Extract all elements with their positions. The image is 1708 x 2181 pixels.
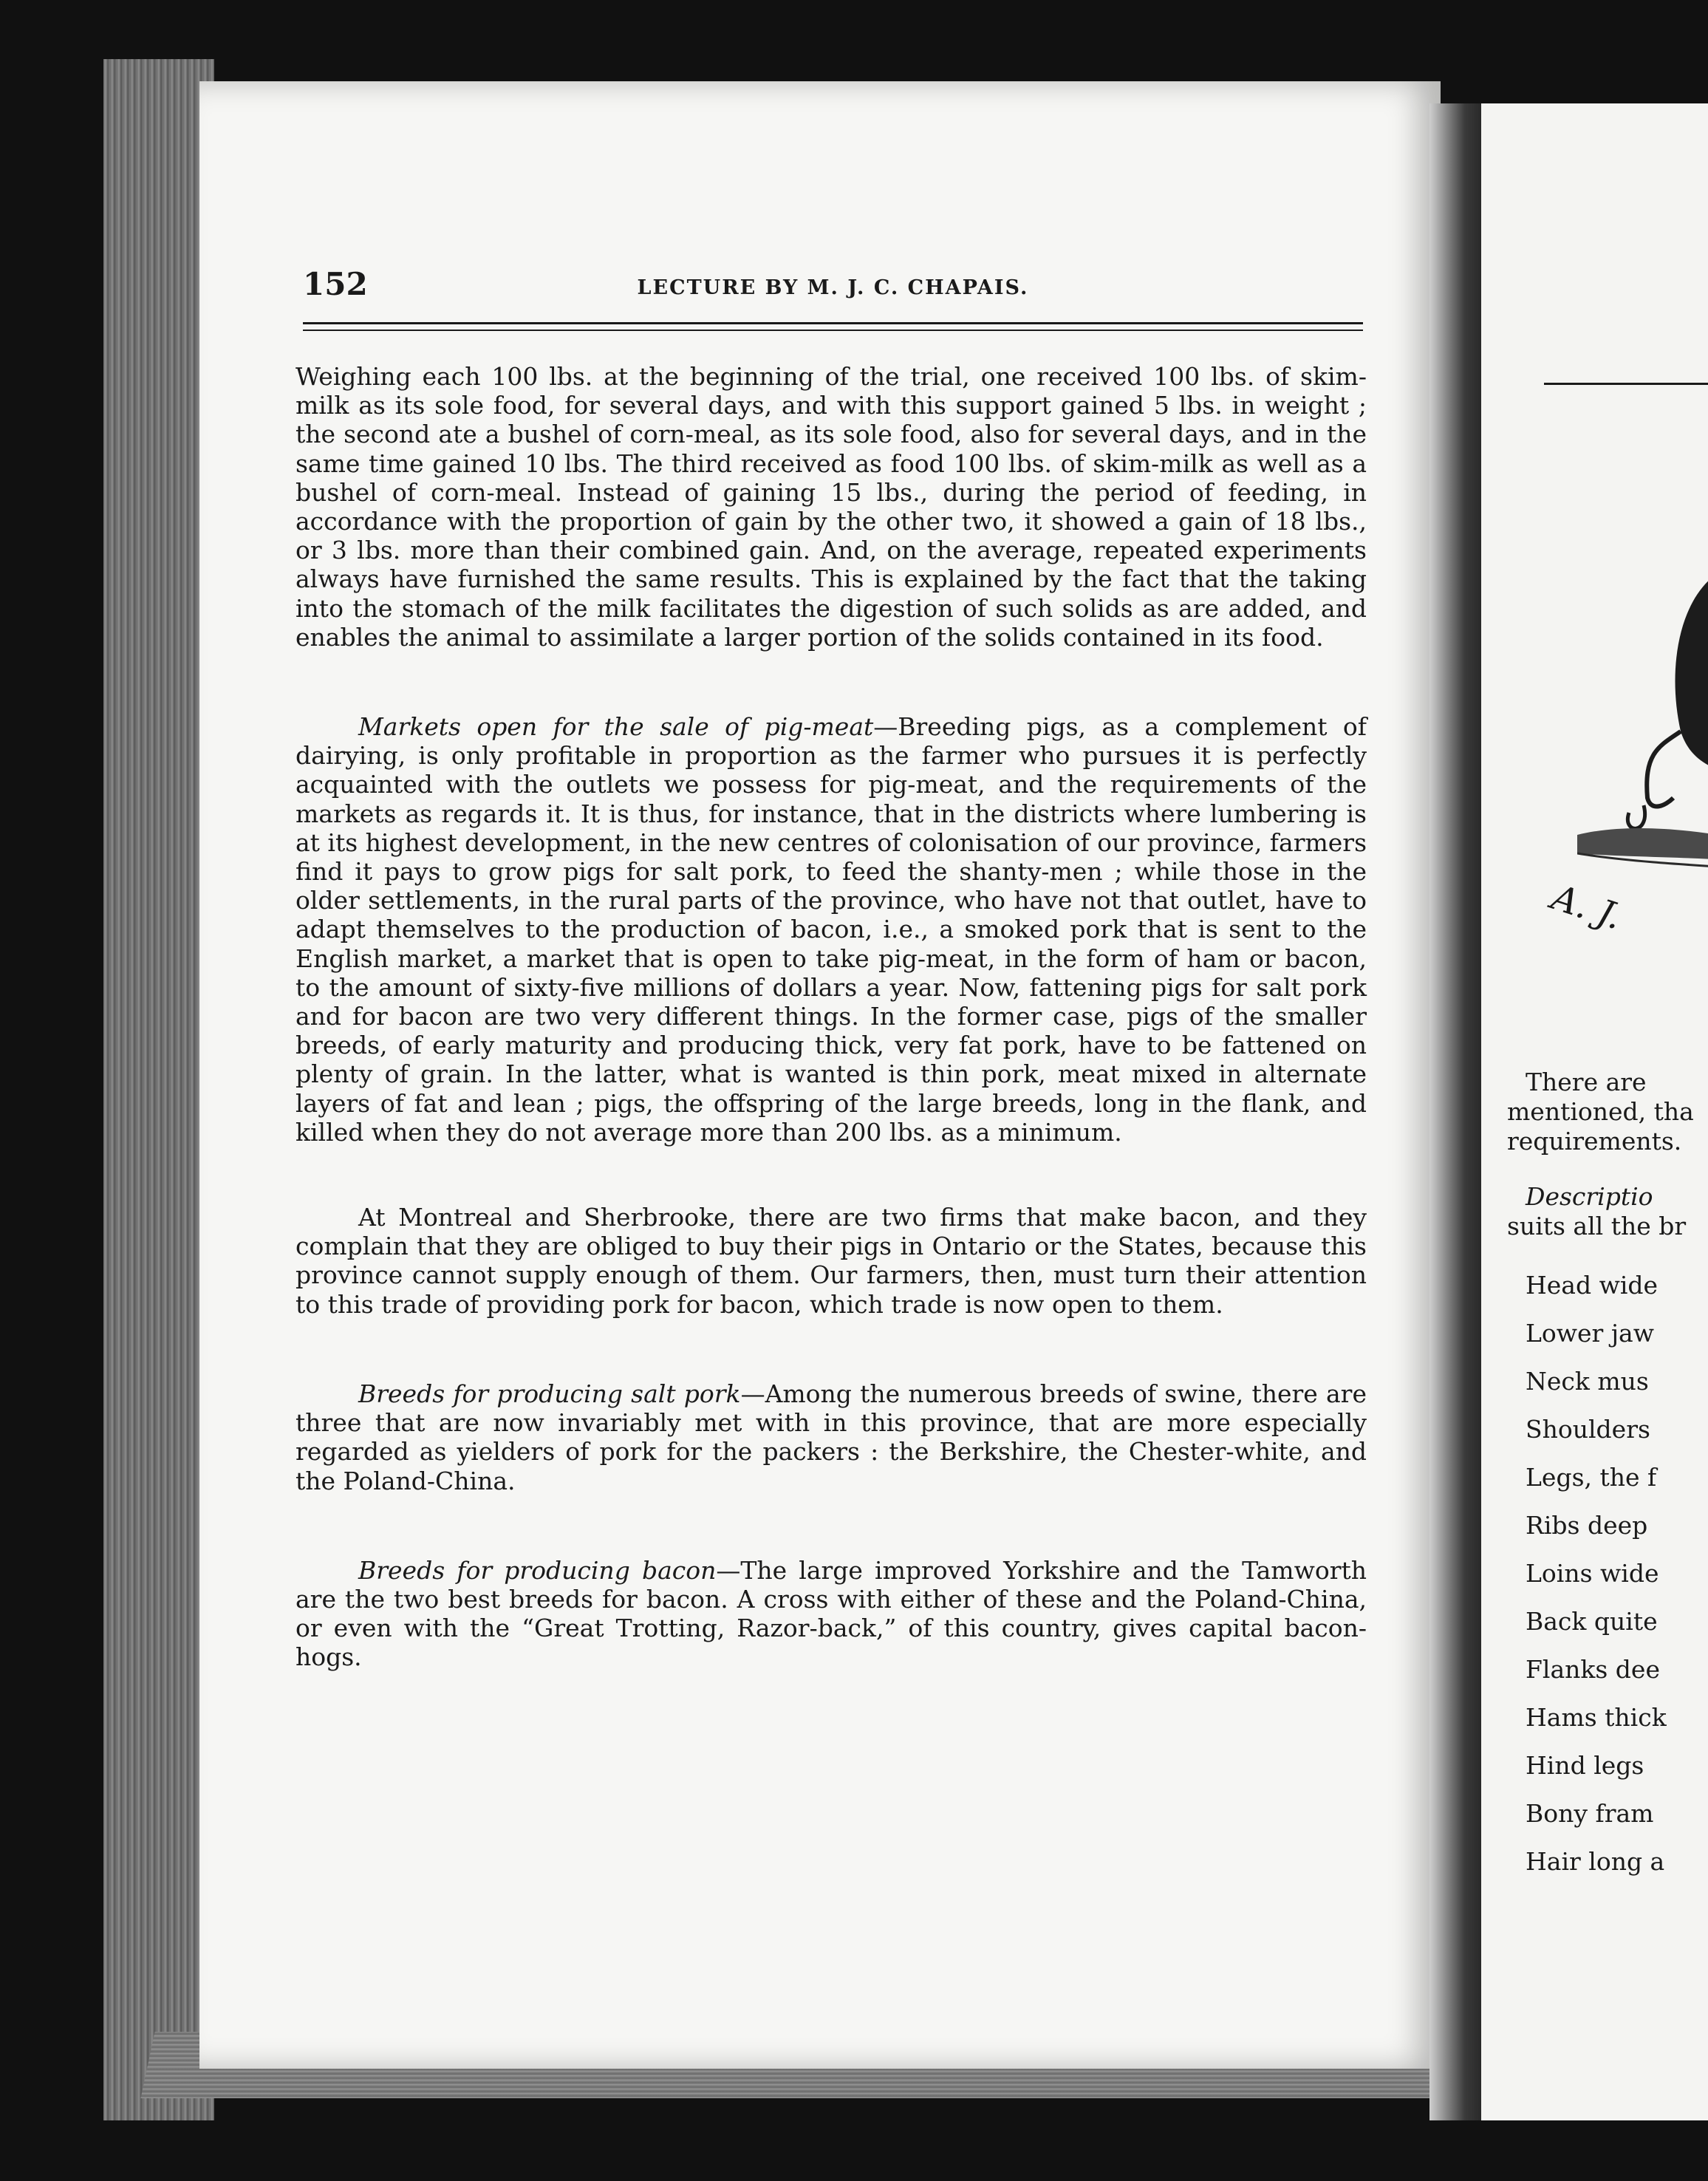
right-line: Flanks dee	[1526, 1655, 1660, 1684]
right-page	[1481, 103, 1708, 2120]
right-line: Shoulders	[1526, 1415, 1650, 1444]
paragraph-heading: Breeds for producing bacon	[358, 1555, 717, 1585]
paragraph	[296, 1556, 1367, 1672]
paragraph-heading: Markets open for the sale of pig-meat	[358, 712, 874, 742]
right-line: Hair long a	[1526, 1847, 1665, 1876]
right-line: Neck mus	[1526, 1367, 1649, 1396]
right-line: Hams thick	[1526, 1703, 1667, 1732]
right-line: Loins wide	[1526, 1559, 1659, 1588]
paragraph-text: —Among the numerous breeds of swine, there are three that are now invariably met with in this province, that are more especially regarded as yielders of pork for the packers : the Berkshire, the Chester-white, and the Poland-China.	[296, 1379, 1367, 1495]
paragraph-text: —The large improved Yorkshire and the Tamworth are the two best breeds for bacon. A cross with either of these and the Poland-China, or even with the “Great Trotting, Razor-back,” of this country, gives capital bacon-hogs.	[296, 1555, 1367, 1672]
page-header	[303, 266, 1363, 310]
right-line: Hind legs	[1526, 1751, 1644, 1780]
paragraph	[296, 362, 1367, 652]
right-line: Lower jaw	[1526, 1319, 1654, 1348]
paragraph-text: —Breeding pigs, as a complement of dairying, is only profitable in proportion as the farmer who pursues it is perfectly acquainted with the outlets we possess for pig-meat, and the requirements of the markets as regards it. It is thus, for instance, that in the districts where lumbering is at its highest development, in the new centres of colonisation of our province, farmers find it pays to grow pigs for salt pork, to feed the shanty-men ; while those in the older settlements, in the rural parts of the province, who have not that outlet, have to adapt themselves to the production of bacon, i.e., a smoked pork that is sent to the English market, a market that is open to take pig-meat, in the form of ham or bacon, to the amount of sixty-five millions of dollars a year. Now, fattening pigs for salt pork and for bacon are two very different things. In the former case, pigs of the smaller breeds, of early maturity and producing thick, very fat pork, have to be fattened on plenty of grain. In the latter, what is wanted is thin pork, meat mixed in alternate layers of fat and lean ; pigs, the offspring of the large breeds, long in the flank, and killed when they do not average more than 200 lbs. as a minimum.	[296, 712, 1367, 1147]
right-line: Back quite	[1526, 1607, 1658, 1636]
header-rule	[303, 322, 1363, 324]
right-line: Descriptio	[1526, 1182, 1653, 1211]
right-line: mentioned, tha	[1507, 1097, 1694, 1126]
book-gutter	[1429, 103, 1489, 2120]
pig-engraving-illustration	[1577, 488, 1708, 901]
right-line: Bony fram	[1526, 1799, 1654, 1828]
paragraph-heading: Breeds for producing salt pork	[358, 1379, 741, 1408]
right-line: Ribs deep	[1526, 1511, 1648, 1540]
engraver-signature: A. J.	[1546, 876, 1627, 938]
page-number: 152	[303, 266, 368, 302]
right-header-rule	[1544, 383, 1708, 385]
page-edges	[103, 59, 214, 2120]
paragraph	[296, 1379, 1367, 1495]
paragraph	[296, 1203, 1367, 1319]
right-line: Head wide	[1526, 1271, 1659, 1300]
body-text	[296, 362, 1367, 1672]
paragraph-text: Weighing each 100 lbs. at the beginning of the trial, one received 100 lbs. of skim-milk as its sole food, for several days, and with this support gained 5 lbs. in weight ; the second ate a bushel of corn-meal, as its sole food, also for several days, and in the same time gained 10 lbs. The third received as food 100 lbs. of skim-milk as well as a bushel of corn-meal. Instead of gaining 15 lbs., during the period of feeding, in accordance with the proportion of gain by the other two, it showed a gain of 18 lbs., or 3 lbs. more than their combined gain. And, on the average, repeated experiments always have furnished the same results. This is explained by the fact that the taking into the stomach of the milk facilitates the digestion of such solids as are added, and enables the animal to assimilate a larger portion of the solids contained in its food.	[296, 362, 1367, 652]
running-head: LECTURE BY M. J. C. CHAPAIS.	[637, 276, 1029, 299]
right-line: Legs, the f	[1526, 1463, 1657, 1492]
paragraph-text: At Montreal and Sherbrooke, there are two firms that make bacon, and they complain that they are obliged to buy their pigs in Ontario or the States, because this province cannot supply enough of them. Our farmers, then, must turn their attention to this trade of providing pork for bacon, which trade is now open to them.	[296, 1203, 1367, 1319]
right-line: suits all the br	[1507, 1212, 1687, 1240]
right-line: requirements.	[1507, 1127, 1682, 1156]
paragraph	[296, 712, 1367, 1147]
right-line: There are	[1526, 1068, 1647, 1096]
header-rule-thin	[303, 330, 1363, 331]
